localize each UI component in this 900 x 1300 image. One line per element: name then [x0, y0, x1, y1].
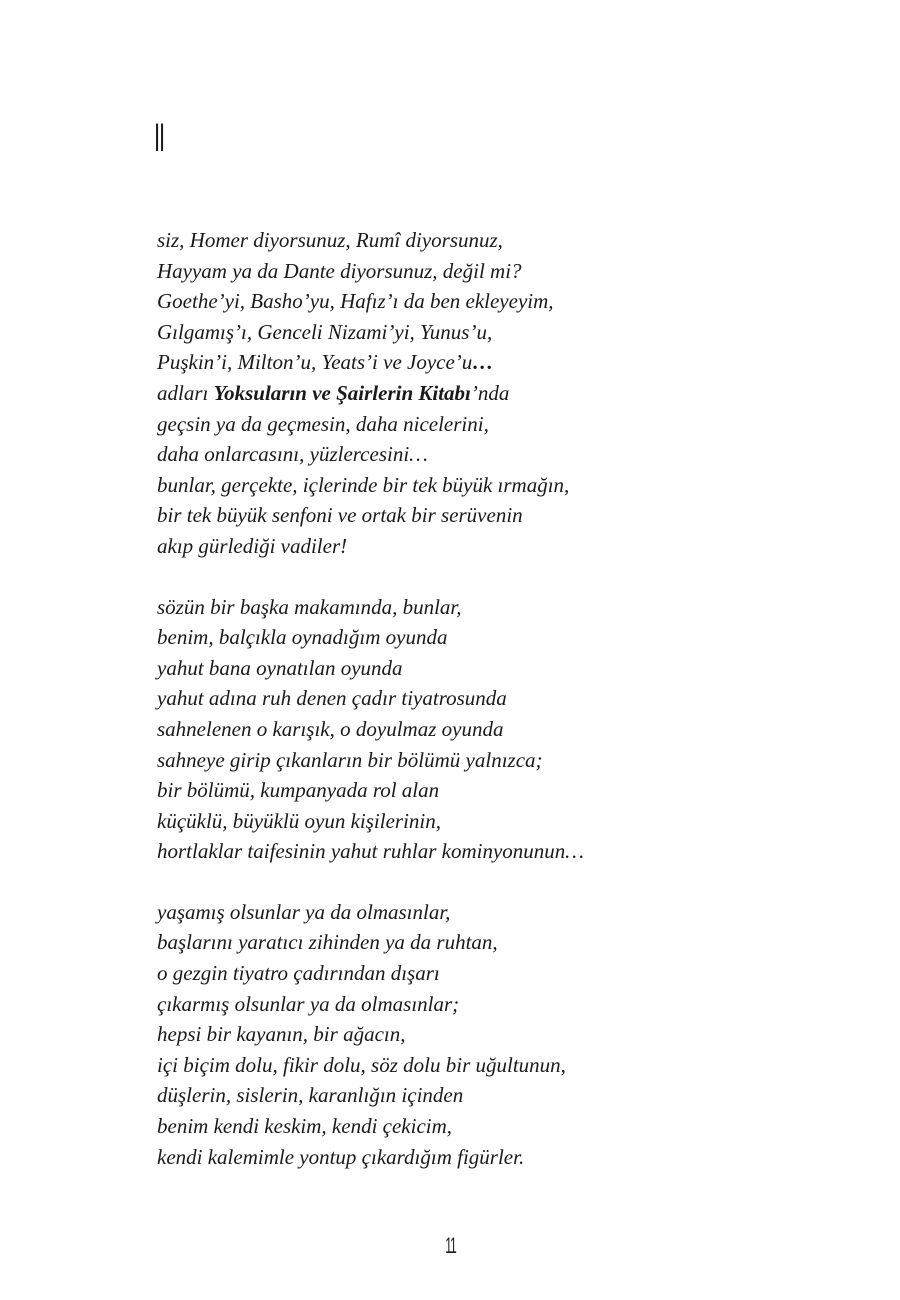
poem-line: Gılgamış’ı, Genceli Nizami’yi, Yunus’u, — [157, 319, 493, 344]
poem-line: düşlerin, sislerin, karanlığın içinden — [157, 1083, 464, 1108]
poem-line: Hayyam ya da Dante diyorsunuz, değil mi? — [157, 258, 522, 283]
stanza — [157, 225, 857, 562]
poem-line: yahut bana oynatılan oyunda — [157, 655, 403, 680]
poem-line: daha onlarcasını, yüzlercesini… — [157, 442, 428, 467]
page-number-text: 11 — [444, 1233, 456, 1258]
bold-title: Yoksuların ve Şairlerin Kitabı — [213, 380, 471, 405]
stanza — [157, 592, 857, 867]
poem-line: kendi kalemimle yontup çıkardığım figürler. — [157, 1144, 525, 1169]
line-text: ’nda — [470, 380, 510, 405]
page-number — [0, 1233, 900, 1259]
poem-line: küçüklü, büyüklü oyun kişilerinin, — [157, 808, 442, 833]
stanza — [157, 897, 857, 1172]
line-text: Puşkin’i, Milton’u, Yeats’i ve Joyce’u — [157, 350, 473, 375]
poem-line: o gezgin tiyatro çadırından dışarı — [157, 961, 440, 986]
poem-line: yahut adına ruh denen çadır tiyatrosunda — [157, 686, 507, 711]
poem-line: yaşamış olsunlar ya da olmasınlar, — [157, 899, 451, 924]
poem-line: akıp gürlediği vadiler! — [157, 533, 348, 558]
poem-line: Goethe’yi, Basho’yu, Hafız’ı da ben ekleyeyim, — [157, 289, 554, 314]
poem-line: başlarını yaratıcı zihinden ya da ruhtan, — [157, 930, 498, 955]
poem-line: bir tek büyük senfoni ve ortak bir serüvenin — [157, 503, 523, 528]
bold-title: … — [472, 350, 494, 375]
poem-line: içi biçim dolu, fikir dolu, söz dolu bir uğultunun, — [157, 1052, 566, 1077]
poem-line: sözün bir başka makamında, bunlar, — [157, 594, 462, 619]
poem-line: bunlar, gerçekte, içlerinde bir tek büyük ırmağın, — [157, 472, 570, 497]
poem-line: sahneye girip çıkanların bir bölümü yalnızca; — [157, 747, 543, 772]
poem-line: benim kendi keskim, kendi çekicim, — [157, 1114, 453, 1139]
poem-line: bir bölümü, kumpanyada rol alan — [157, 778, 440, 803]
poem-line — [157, 378, 857, 409]
poem-line: benim, balçıkla oynadığım oyunda — [157, 625, 448, 650]
poem-line: hepsi bir kayanın, bir ağacın, — [157, 1022, 406, 1047]
poem-line: sahnelenen o karışık, o doyulmaz oyunda — [157, 716, 504, 741]
poem-line: geçsin ya da geçmesin, daha nicelerini, — [157, 411, 489, 436]
poem — [157, 225, 857, 1202]
poem-line: hortlaklar taifesinin yahut ruhlar kominyonunun… — [157, 839, 584, 864]
poem-line: siz, Homer diyorsunuz, Rumî diyorsunuz, — [157, 228, 503, 252]
poem-line — [157, 347, 857, 378]
poem-line: çıkarmış olsunlar ya da olmasınlar; — [157, 991, 460, 1016]
section-numeral: II — [154, 116, 165, 160]
line-text: adları — [157, 380, 214, 405]
